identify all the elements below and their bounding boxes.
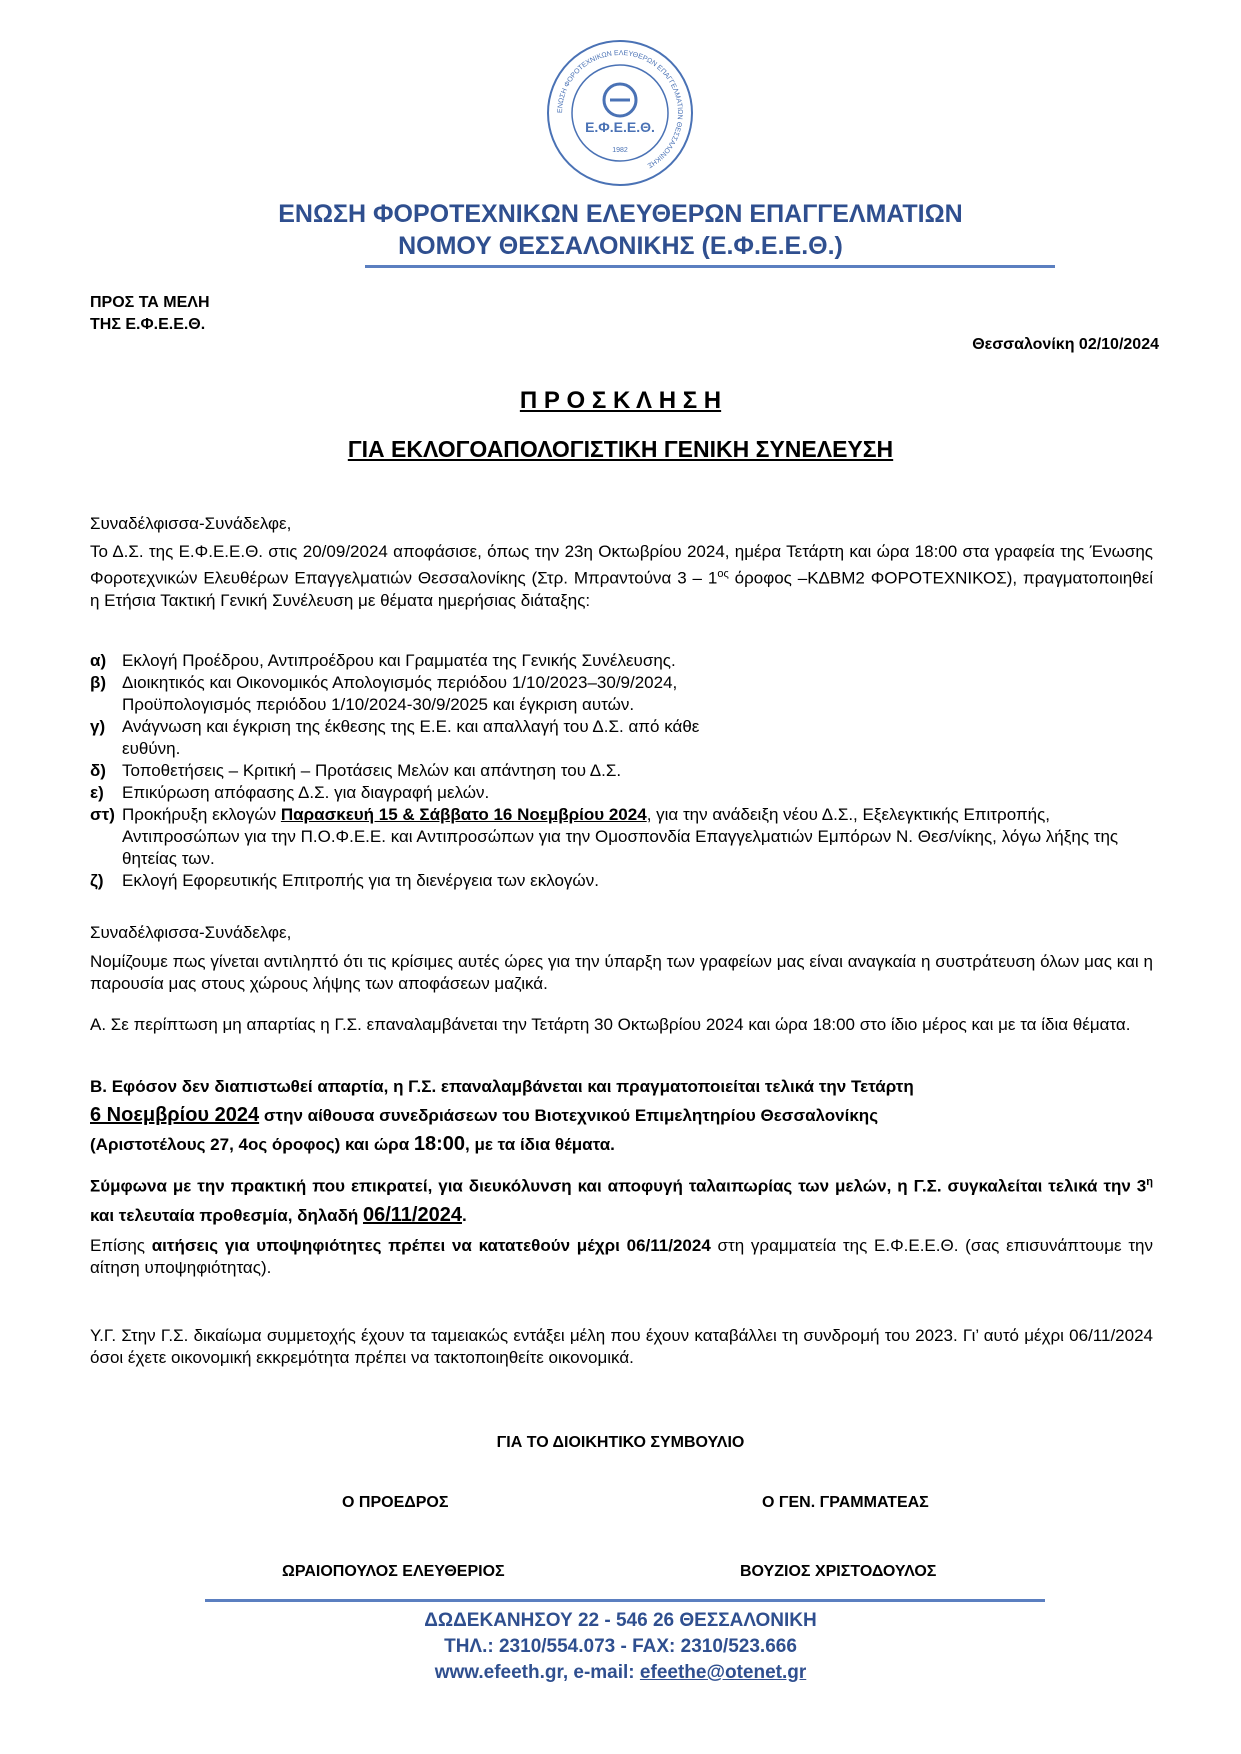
paragraph-a: Α. Σε περίπτωση μη απαρτίας η Γ.Σ. επαναλαμβάνεται την Τετάρτη 30 Οκτωβρίου 2024 και ώρα 18:00 στο ίδιο μέρος και με τα ίδια θέματα. [90, 1015, 1131, 1034]
agenda-item: β) Διοικητικός και Οικονομικός Απολογισμός περιόδου 1/10/2023–30/9/2024, Προϋπολογισμός περιόδου 1/10/2024-30/9/2025 και έγκριση αυτών. [90, 673, 678, 714]
logo-year: 1982 [612, 147, 628, 154]
greeting-2: Συναδέλφισσα-Συνάδελφε, [90, 923, 292, 942]
document-date: Θεσσαλονίκη 02/10/2024 [972, 336, 1159, 353]
agenda-item: ε) Επικύρωση απόφασης Δ.Σ. για διαγραφή μελών. [90, 783, 490, 802]
logo-text: Ε.Φ.Ε.Ε.Θ. [585, 119, 655, 135]
org-name-line2: ΝΟΜΟΥ ΘΕΣΣΑΛΟΝΙΚΗΣ (Ε.Φ.Ε.Ε.Θ.) [398, 232, 843, 260]
document-title: Π Ρ Ο Σ Κ Λ Η Σ Η [519, 387, 722, 414]
intro-paragraph: Το Δ.Σ. της Ε.Φ.Ε.Ε.Θ. στις 20/09/2024 αποφάσισε, όπως την 23η Οκτωβρίου 2024, ημέρα Τετάρτη και ώρα 18:00 στα γραφεία της Ένωσης Φοροτεχνικών Ελευθέρων Επαγγελματιών Θεσσαλονίκης (Στρ. Μπραντούνα $3 - 1^{o\varsigma}$ όροφος –ΚΔΒΜ2 ΦΟΡΟΤΕΧΝΙΚΟΣ), πραγματοποιηθεί η Ετήσια Τακτική Γενική Συνέλευση με θέματα ημερήσιας διάταξης: [90, 542, 1153, 610]
secretary-role: Ο ΓΕΝ. ΓΡΑΜΜΑΤΕΑΣ [762, 1494, 929, 1511]
agenda-item: στ) Προκήρυξη εκλογών Παρασκευή 15 & Σάββατο 16 Νοεμβρίου 2024, για την ανάδειξη νέου Δ.Σ., Εξελεγκτικής Επιτροπής, Αντιπροσώπων για την Π.Ο.Φ.Ε.Ε. και Αντιπροσώπων για την Ομοσπονδία Επαγγελματιών Εμπόρων Ν. Θεσ/νίκης, λόγω λήξης της θητείας των. [90, 805, 1119, 868]
agenda-item: α) Εκλογή Προέδρου, Αντιπροέδρου και Γραμματέα της Γενικής Συνέλευσης. [90, 651, 676, 670]
paragraph-c: Σύμφωνα με την πρακτική που επικρατεί, για διευκόλυνση και αποφυγή ταλαιπωρίας των μελών, η Γ.Σ. συγκαλείται τελικά την $3^\eta$ και τελευταία προθεσμία, δηλαδή 06/11/2024. [90, 1176, 1153, 1226]
agenda-item: γ) Ανάγνωση και έγκριση της έκθεσης της Ε.Ε. και απαλλαγή του Δ.Σ. από κάθε ευθύνη. [90, 717, 700, 758]
agenda-list [90, 650, 1153, 892]
solidarity-paragraph: Νομίζουμε πως γίνεται αντιληπτό ότι τις κρίσιμες αυτές ώρες για την ύπαρξη των γραφείων μας είναι αναγκαία η συστράτευση όλων μας και η παρουσία μας στους χώρους λήψης των αποφάσεων μαζικά. [90, 952, 1153, 993]
final-date: 06/11/2024 [362, 1203, 462, 1226]
postscript-note: Υ.Γ. Στην Γ.Σ. δικαίωμα συμμετοχής έχουν τα ταμειακώς εντάξει μέλη που έχουν καταβάλλει τη συνδρομή του 2023. Γι’ αυτό μέχρι 06/11/2024 όσοι έχετε οικονομική εκκρεμότητα πρέπει να τακτοποιηθείτε οικονομικά. [90, 1326, 1153, 1367]
svg-text:ΕΝΩΣΗ ΦΟΡΟΤΕΧΝΙΚΩΝ ΕΛΕΥΘΕΡΩΝ Ε: ΕΝΩΣΗ ΦΟΡΟΤΕΧΝΙΚΩΝ ΕΛΕΥΘΕΡΩΝ ΕΠΑΓΓΕΛΜΑΤΙΩΝ ΘΕΣΣΑΛΟΝΙΚΗΣ [556, 49, 684, 169]
agenda-item: ζ) Εκλογή Εφορευτικής Επιτροπής για τη διενέργεια των εκλογών. [90, 871, 599, 890]
document-subtitle: ΓΙΑ ΕΚΛΟΓΟΑΠΟΛΟΓΙΣΤΙΚΗ ΓΕΝΙΚΗ ΣΥΝΕΛΕΥΣΗ [347, 436, 894, 462]
organization-logo [545, 38, 695, 188]
greeting: Συναδέλφισσα-Συνάδελφε, [90, 514, 292, 533]
secretary-name: ΒΟΥΖΙΟΣ ΧΡΙΣΤΟΔΟΥΛΟΣ [740, 1563, 937, 1580]
footer-contact: www.efeeth.gr, e-mail: efeethe@otenet.gr [434, 1662, 807, 1683]
footer-phone: ΤΗΛ.: 2310/554.073 - FAX: 2310/523.666 [444, 1636, 797, 1657]
footer-divider [205, 1599, 1045, 1602]
recipient-line2: ΤΗΣ Ε.Φ.Ε.Ε.Θ. [90, 316, 206, 333]
paragraph-d: Επίσης αιτήσεις για υποψηφιότητες πρέπει να κατατεθούν μέχρι 06/11/2024 στη γραμματεία της Ε.Φ.Ε.Ε.Θ. (σας επισυνάπτουμε την αίτηση υποψηφιότητας). [90, 1236, 1153, 1277]
board-signature-heading: ΓΙΑ ΤΟ ΔΙΟΙΚΗΤΙΚΟ ΣΥΜΒΟΥΛΙΟ [496, 1434, 745, 1451]
website-link[interactable]: www.efeeth.gr, [434, 1662, 569, 1683]
paragraph-b: Β. Εφόσον δεν διαπιστωθεί απαρτία, η Γ.Σ. επαναλαμβάνεται και πραγματοποιείται τελικά την Τετάρτη 6 Νοεμβρίου 2024 στην αίθουσα συνεδριάσεων του Βιοτεχνικού Επιμελητηρίου Θεσσαλονίκης (Αριστοτέλους 27, 4ος όροφος) και ώρα 18:00, με τα ίδια θέματα. [90, 1077, 914, 1155]
president-role: Ο ΠΡΟΕΔΡΟΣ [342, 1494, 449, 1511]
footer-address: ΔΩΔΕΚΑΝΗΣΟΥ 22 - 546 26 ΘΕΣΣΑΛΟΝΙΚΗ [424, 1610, 817, 1631]
email-link[interactable]: efeethe@otenet.gr [639, 1662, 807, 1683]
president-name: ΩΡΑΙΟΠΟΥΛΟΣ ΕΛΕΥΘΕΡΙΟΣ [282, 1563, 505, 1580]
header-divider [365, 265, 1055, 268]
recipient-line1: ΠΡΟΣ ΤΑ ΜΕΛΗ [90, 294, 210, 311]
org-name-line1: ΕΝΩΣΗ ΦΟΡΟΤΕΧΝΙΚΩΝ ΕΛΕΥΘΕΡΩΝ ΕΠΑΓΓΕΛΜΑΤΙΩΝ [278, 200, 963, 228]
election-dates: Παρασκευή 15 & Σάββατο 16 Νοεμβρίου 2024 [280, 805, 647, 824]
agenda-item: δ) Τοποθετήσεις – Κριτική – Προτάσεις Μελών και απάντηση του Δ.Σ. [90, 761, 622, 780]
